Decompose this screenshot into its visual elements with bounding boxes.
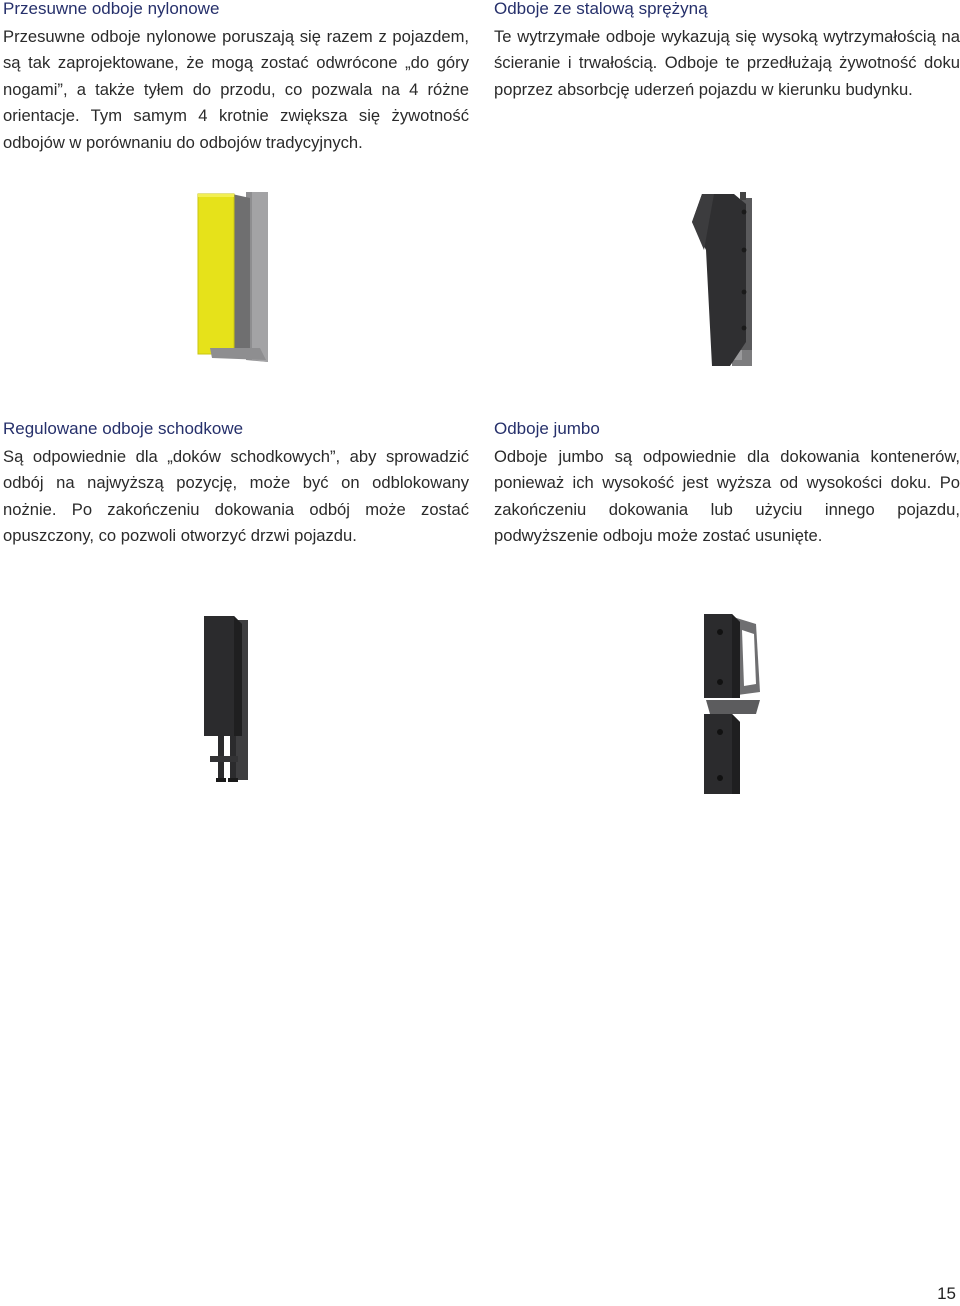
section-title: Odboje ze stalową sprężyną: [494, 0, 708, 18]
section-title: Odboje jumbo: [494, 419, 600, 438]
section-text: Te wytrzymałe odboje wykazują się wysoką wytrzymałością na ścieranie i trwałością. Odboje te przedłużają żywotność doku poprzez absorbcję uderzeń pojazdu w kierunku budynku.: [494, 27, 960, 99]
section-text: Są odpowiednie dla „doków schodkowych”, aby sprowadzić odbój na najwyższą pozycję, może być on odblokowany nożnie. Po zakończeniu dokowania odbój może zostać opuszczony, co pozwoli otworzyć drzwi pojazdu.: [3, 447, 469, 546]
jumbo-bumper-image: [690, 610, 790, 800]
section-adjustable-step-bumpers: [3, 420, 469, 550]
section-steel-spring-bumpers: [494, 0, 960, 103]
yellow-nylon-bumper-image: [170, 188, 290, 368]
steel-spring-bumper-image: [670, 190, 780, 372]
section-text: Przesuwne odboje nylonowe poruszają się razem z pojazdem, są tak zaprojektowane, że mogą zostać odwrócone „do góry nogami”, a także tyłem do przodu, co pozwala na 4 różne orientacje. Tym samym 4 krotnie zwiększa się żywotność odbojów w porównaniu do odbojów tradycyjnych.: [3, 27, 469, 152]
adjustable-step-bumper-image: [196, 612, 266, 792]
section-nylon-bumpers: [3, 0, 469, 156]
section-text: Odboje jumbo są odpowiednie dla dokowania kontenerów, ponieważ ich wysokość jest wyższa od wysokości doku. Po zakończeniu dokowania lub użyciu innego pojazdu, podwyższenie odboju może zostać usunięte.: [494, 447, 960, 546]
section-title: Regulowane odboje schodkowe: [3, 419, 244, 438]
section-jumbo-bumpers: [494, 420, 960, 550]
page-number: 15: [937, 1284, 956, 1303]
section-title: Przesuwne odboje nylonowe: [3, 0, 220, 18]
